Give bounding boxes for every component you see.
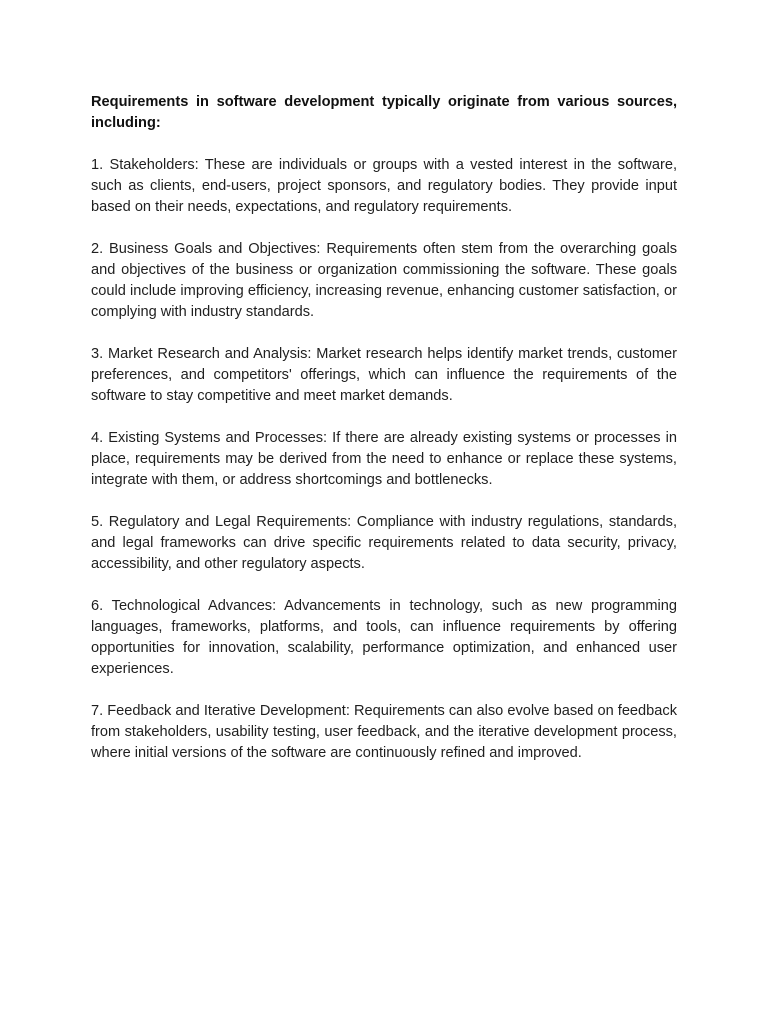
list-item-market-research: 3. Market Research and Analysis: Market research helps identify market trends, customer preferences, and competitors' offerings, which can influence the requirements of the software to stay competitive and meet market demands. [91,346,677,404]
list-item-regulatory: 5. Regulatory and Legal Requirements: Compliance with industry regulations, standards, and legal frameworks can drive specific requirements related to data security, privacy, accessibility, and other regulatory aspects. [91,514,677,572]
list-item-business-goals: 2. Business Goals and Objectives: Requirements often stem from the overarching goals and objectives of the business or organization commissioning the software. These goals could include improving efficiency, increasing revenue, enhancing customer satisfaction, or complying with industry standards. [91,241,677,320]
list-item-feedback: 7. Feedback and Iterative Development: Requirements can also evolve based on feedback from stakeholders, usability testing, user feedback, and the iterative development process, where initial versions of the software are continuously refined and improved. [91,703,677,761]
document-body [91,92,677,785]
document-heading: Requirements in software development typically originate from various sources, including: [91,94,677,131]
list-item-existing-systems: 4. Existing Systems and Processes: If there are already existing systems or processes in place, requirements may be derived from the need to enhance or replace these systems, integrate with them, or address shortcomings and bottlenecks. [91,430,677,488]
list-item-technological: 6. Technological Advances: Advancements in technology, such as new programming languages, frameworks, platforms, and tools, can influence requirements by offering opportunities for innovation, scalability, performance optimization, and enhanced user experiences. [91,598,677,677]
list-item-stakeholders: 1. Stakeholders: These are individuals or groups with a vested interest in the software, such as clients, end-users, project sponsors, and regulatory bodies. They provide input based on their needs, expectations, and regulatory requirements. [91,157,677,215]
